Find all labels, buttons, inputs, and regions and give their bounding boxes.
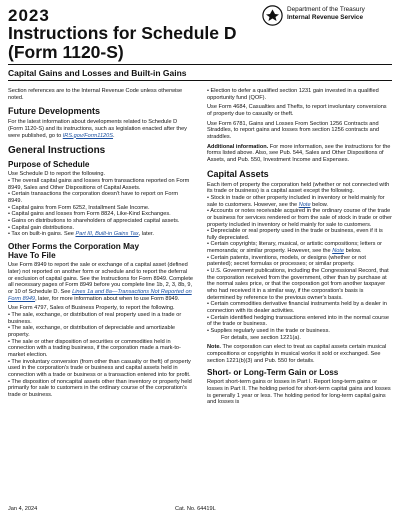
footer-date: Jan 4, 2024	[8, 506, 38, 512]
capital-item: • Certain identified hedging transactions entered into in the normal course of the trade or business.	[207, 314, 389, 328]
purpose-item: • Certain transactions the corporation doesn't have to report on Form 8949.	[8, 191, 178, 205]
capital-item: • Accounts or notes receivable acquired in the ordinary course of the trade or business for services rendered or from the sale of stock in trade or other property included in inventory or held mainly for sale to customers.	[207, 208, 392, 228]
additional-text: For more information, see the instructions for the forms listed above. Also, see Pub. 544, Sales and Other Dispositions of Assets, and Pub. 550, Investment Income and Expenses.	[207, 143, 391, 163]
built-in-gains-link[interactable]: Part III, Built-in Gains Tax	[75, 231, 139, 238]
purpose-tax-pre: • Tax on built-in gains. See	[8, 231, 74, 238]
purpose-tax-post: , later.	[138, 231, 154, 238]
note-link[interactable]: Note	[298, 201, 311, 208]
page-title: Instructions for Schedule D	[8, 23, 237, 43]
form4797-item: • The sale, exchange, or distribution of depreciable and amortizable property.	[8, 325, 175, 339]
irs-form-link[interactable]: IRS.gov/Form1120S	[62, 132, 114, 139]
subtitle-divider	[8, 80, 392, 81]
future-text: For the latest information about developments related to Schedule D (Form 1120-S) and its instructions, such as legislation enacted after they were published, go to	[8, 119, 187, 139]
capital-item	[207, 241, 392, 254]
agency-name	[287, 6, 365, 22]
note-paragraph	[207, 344, 392, 364]
cap-item1-pre: • Stock in trade or other property included in inventory or held mainly for sale to customers. However, see the	[207, 194, 385, 208]
purpose-item: • Capital gains from Form 6252, Installment Sale Income.	[8, 204, 150, 211]
note-link[interactable]: Note	[332, 248, 345, 255]
right-column	[207, 88, 392, 409]
future-developments-heading: Future Developments	[8, 106, 101, 117]
note-label: Note.	[207, 344, 221, 351]
capital-item: • Depreciable or real property used in the trade or business, even if it is fully depreciated.	[207, 228, 383, 241]
election-item: • Election to defer a qualified section 1231 gain invested in a qualified opportunity fund (QOF).	[207, 88, 379, 101]
capital-details: For details, see section 1221(a).	[221, 334, 301, 341]
purpose-intro: Use Schedule D to report the following.	[8, 171, 106, 178]
purpose-item: • Capital gain distributions.	[8, 224, 75, 231]
purpose-item	[8, 231, 193, 238]
page-subtitle: Capital Gains and Losses and Built-in Gains	[8, 68, 187, 78]
other-forms-heading	[8, 242, 193, 260]
other-forms-para1	[8, 262, 193, 302]
additional-label: Additional information.	[207, 143, 269, 150]
agency-line-2: Internal Revenue Service	[287, 13, 364, 21]
capital-item: • Certain commodities derivative financial instruments held by a dealer in connection with its dealer activities.	[207, 301, 387, 315]
form-year: 2023	[8, 6, 50, 25]
note-text: The corporation can elect to treat as capital assets certain musical compositions or copyrights in musical works it sold or exchanged. See section 1221(b)(3) and Pub. 550 for details.	[207, 344, 387, 364]
irs-eagle-logo-icon	[262, 5, 283, 26]
capital-assets-heading: Capital Assets	[207, 168, 269, 179]
purpose-item: • Capital gains and losses from Form 8824, Like-Kind Exchanges.	[8, 211, 171, 218]
capital-item: • U.S. Government publications, including the Congressional Record, that the corporation received from the government, other than by purchase at the normal sales price, or that the corporation got from another taxpayer who had received it in a similar way, if the corporation's basis is determined by reference to the previous owner's basis.	[207, 268, 389, 301]
other-p1-pre: Use Form 8949 to report the sale or exchange of a capital asset (defined later) not reported on another form or schedule and to report the deferral or exclusion of capital gains. See the Instructions for Form 8949. Complete all necessary pages of Form 8949 before you complete line 1b, 2, 3, 8b, 9, or 10 of Schedule D. See	[8, 262, 193, 296]
cap-item4-post: below.	[345, 248, 362, 255]
form4684-text: Use Form 4684, Casualties and Thefts, to report involuntary conversions of property due to casualty or theft.	[207, 104, 387, 117]
capital-item: • Supplies regularly used in the trade or business.	[207, 328, 330, 334]
other-forms-heading-line1: Other Forms the Corporation May	[8, 242, 140, 252]
short-long-term-text: Report short-term gains or losses in Part I. Report long-term gains or losses in Part II. The holding period for short-term capital gains and losses is generally 1 year or less. The holding period for long-term capital gains and losses is	[207, 379, 391, 406]
short-long-term-heading: Short- or Long-Term Gain or Loss	[207, 368, 339, 378]
future-developments-text	[8, 119, 193, 139]
purpose-heading: Purpose of Schedule	[8, 160, 90, 170]
capital-assets-intro: Each item of property the corporation held (whether or not connected with its trade or business) is a capital asset except the following.	[207, 181, 390, 195]
purpose-item: • Gains on distributions to shareholders of appreciated capital assets.	[8, 218, 180, 225]
other-forms-para2: Use Form 4797, Sales of Business Property, to report the following.	[8, 305, 175, 312]
other-p1-post: , later, for more information about when to use Form 8949.	[35, 295, 180, 302]
capital-item: • Certain patents, inventions, models, or designs (whether or not patented); secret formulas or processes; or similar property.	[207, 254, 366, 268]
lines-1a-8a-link[interactable]: Lines 1a and 8a—Transactions Not Reported on Form 8949	[8, 289, 192, 302]
agency-logo	[262, 5, 394, 27]
intro-text: Section references are to the Internal Revenue Code unless otherwise noted.	[8, 88, 183, 101]
form4797-item: • The sale or other disposition of securities or commodities held in connection with a trading business, if the corporation made a mark-to-market election.	[8, 338, 181, 358]
purpose-item: • The overall capital gains and losses from transactions reported on Form 8949, Sales and Other Dispositions of Capital Assets.	[8, 178, 190, 191]
capital-item	[207, 195, 392, 208]
agency-line-1: Department of the Treasury	[287, 6, 365, 13]
future-end: .	[113, 132, 115, 139]
cap-item4-pre: • Certain copyrights; literary, musical, or artistic compositions; letters or memoranda; or similar property. However, see the	[207, 241, 383, 255]
header-divider	[8, 64, 392, 65]
left-column	[8, 88, 193, 399]
general-instructions-heading: General Instructions	[8, 145, 106, 157]
footer-cat-no: Cat. No. 64419L	[175, 506, 216, 512]
other-forms-heading-line2: Have To File	[8, 251, 56, 261]
form4797-item: • The disposition of noncapital assets other than inventory or property held primarily for sale to customers in the ordinary course of the corporation's trade or business.	[8, 378, 192, 398]
additional-info	[207, 144, 392, 164]
form6781-text: Use Form 6781, Gains and Losses From Section 1256 Contracts and Straddles, to report gains and losses from section 1256 contracts and straddles.	[207, 120, 379, 140]
cap-item1-post: below.	[312, 201, 328, 208]
form4797-item: • The sale, exchange, or distribution of real property used in a trade or business.	[8, 312, 182, 325]
form4797-item: • The involuntary conversion (from other than casualty or theft) of property used in the corporation's trade or business and capital assets held in connection with a trade or business or a transaction entered into for profit.	[8, 358, 191, 378]
page-title-form: (Form 1120-S)	[8, 42, 124, 62]
